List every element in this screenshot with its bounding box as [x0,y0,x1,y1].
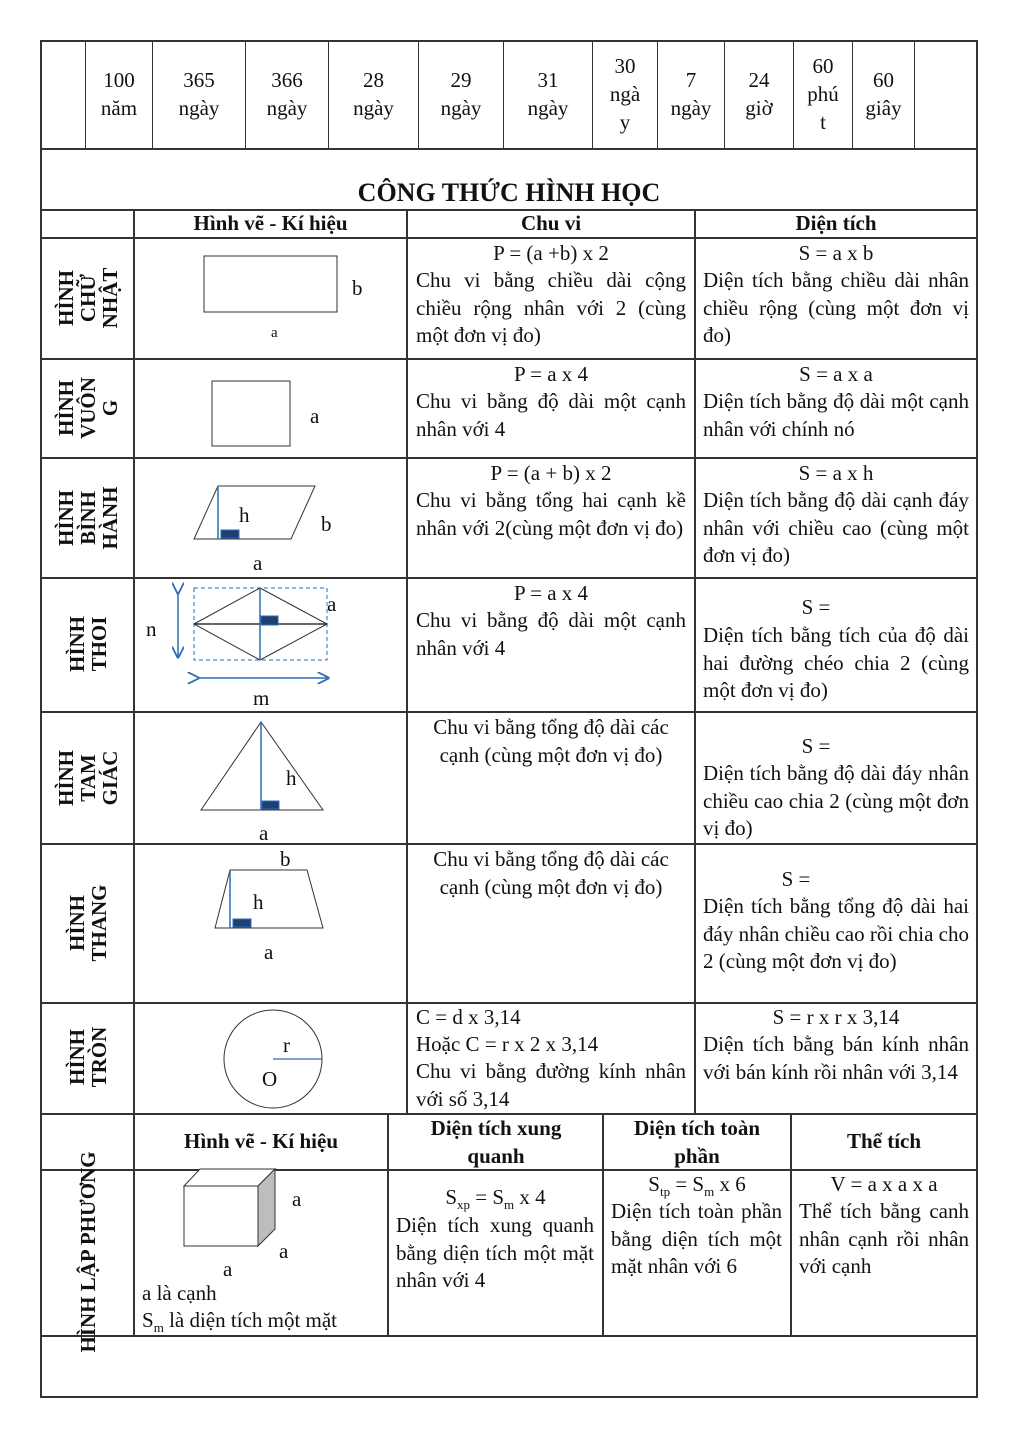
rhombus-perimeter-text: Chu vi bằng độ dài một cạnh nhân với 4 [416,608,686,660]
rectangle-figure [203,255,343,315]
trapezoid-figure [213,868,333,933]
triangle-area-text: Diện tích bằng độ dài đáy nhân chiều cao chia 2 (cùng một đơn vị đo) [703,761,969,840]
square-label-a: a [310,404,320,428]
time-unit-6: 31 ngày [527,68,569,120]
trapezoid-area-formula: S = [781,867,811,891]
cube-label-a-1: a [292,1187,302,1211]
parallelogram-area-formula: S = a x h [798,461,874,485]
cube-total-formula: $S_{tp} = S_m$ x 6 [648,1172,746,1200]
circle-area-text: Diện tích bằng bán kính nhân với bán kính rồi nhân với 3,14 [703,1032,969,1084]
rhombus-label-a: a [327,592,337,616]
rhombus-area-text: Diện tích bằng tích của độ dài hai đường chéo chia 2 (cùng một đơn vị đo) [703,623,969,702]
square-area-formula: S = a x a [799,362,873,386]
circle-perimeter-text: Chu vi bằng đường kính nhân với số 3,14 [416,1059,686,1111]
square-perimeter-formula: P = a x 4 [513,362,589,386]
rhombus-label-m: m [253,686,270,710]
cube-volume-text: Thể tích bằng canh nhân cạnh rồi nhân với cạnh [799,1199,969,1278]
shape-name-square: HÌNH VUÔN G [54,377,122,439]
cube-note-edge: a là cạnh [142,1281,217,1305]
rhombus-area-formula: S = [801,595,831,619]
rectangle-area-formula: S = a x b [798,241,874,265]
time-unit-10: 60 phú t [807,54,839,134]
time-unit-1: 100 năm [100,68,138,120]
cube-lateral-text: Diện tích xung quanh bằng diện tích một mặt nhân với 4 [396,1213,594,1292]
cube-note-face: $S_m$ là diện tích một mặt [142,1308,338,1336]
time-unit-11: 60 giây [865,68,902,120]
cube-header-total: Diện tích toàn phần [634,1116,760,1168]
cube-figure [182,1166,282,1248]
time-unit-8: 7 ngày [670,68,712,120]
time-unit-4: 28 ngày [353,68,394,120]
parallelogram-label-a: a [253,551,263,575]
shape-name-circle: HÌNH TRÒN [65,1026,111,1088]
trapezoid-perimeter-text: Chu vi bằng tổng độ dài các cạnh (cùng một đơn vị đo) [433,847,669,899]
parallelogram-label-b: b [321,512,332,536]
rectangle-perimeter-text: Chu vi bằng chiều dài cộng chiều rộng nhân với 2 (cùng một đơn vị đo) [416,268,686,347]
circle-area-formula: S = r x r x 3,14 [772,1005,900,1029]
cube-header-lateral: Diện tích xung quanh [430,1116,562,1168]
cube-label-a-2: a [279,1239,289,1263]
cube-volume-formula: V = a x a x a [830,1172,938,1196]
trapezoid-label-a: a [264,940,274,964]
time-unit-5: 29 ngày [440,68,482,120]
triangle-perimeter-text: Chu vi bằng tổng độ dài các cạnh (cùng một đơn vị đo) [433,715,669,767]
trapezoid-area-text: Diện tích bằng tổng độ dài hai đáy nhân chiều cao rồi chia cho 2 (cùng một đơn vị đo) [703,894,969,973]
triangle-figure [199,720,329,815]
time-unit-3: 366 ngày [266,68,308,120]
square-area-text: Diện tích bằng độ dài một cạnh nhân với chính nó [703,389,969,441]
parallelogram-area-text: Diện tích bằng độ dài cạnh đáy nhân với chiều cao (cùng một đơn vị đo) [703,488,969,567]
header-perimeter: Chu vi [520,211,582,235]
shape-name-rectangle: HÌNH CHỮ NHẬT [54,267,122,329]
rhombus-perimeter-formula: P = a x 4 [513,581,589,605]
circle-perimeter-formula: C = d x 3,14 [416,1005,521,1029]
time-unit-9: 24 giờ [745,68,773,120]
shape-name-trapezoid: HÌNH THANG [65,884,111,962]
cube-lateral-formula: $S_{xp} = S_m$ x 4 [445,1185,546,1213]
shape-name-triangle: HÌNH TAM GIÁC [54,749,122,807]
header-figure: Hình vẽ - Kí hiệu [193,211,348,235]
circle-perimeter-formula-2: Hoặc C = r x 2 x 3,14 [416,1032,599,1056]
square-figure [211,380,293,448]
circle-label-o: O [262,1067,278,1091]
triangle-area-formula: S = [801,734,831,758]
parallelogram-perimeter-text: Chu vi bằng tổng hai cạnh kề nhân với 2(cùng một đơn vị đo) [416,488,686,540]
rectangle-label-b: b [352,276,363,300]
shape-name-rhombus: HÌNH THOI [65,615,111,673]
triangle-label-h: h [286,766,297,790]
cube-label-a-3: a [223,1257,233,1281]
rhombus-label-n: n [146,617,157,641]
parallelogram-figure [193,484,323,544]
rectangle-area-text: Diện tích bằng chiều dài nhân chiều rộng (cùng một đơn vị đo) [703,268,969,347]
header-area: Diện tích [795,211,877,235]
shape-name-cube: HÌNH LẬP PHƯƠNG [76,1151,100,1353]
rectangle-perimeter-formula: P = (a +b) x 2 [493,241,609,265]
square-perimeter-text: Chu vi bằng độ dài một cạnh nhân với 4 [416,389,686,441]
circle-figure [222,1008,326,1112]
time-unit-7: 30 ngà y [609,54,641,134]
cube-header-volume: Thể tích [846,1129,922,1153]
parallelogram-label-h: h [239,503,250,527]
trapezoid-label-b: b [280,847,291,871]
rectangle-label-a: a [271,325,278,341]
trapezoid-label-h: h [253,890,264,914]
cube-total-text: Diện tích toàn phần bằng diện tích một mặt nhân với 6 [611,1199,782,1278]
triangle-label-a: a [259,821,269,845]
shape-name-parallelogram: HÌNH BÌNH HÀNH [54,486,122,550]
time-unit-2: 365 ngày [178,68,220,120]
rhombus-figure [168,585,338,695]
parallelogram-perimeter-formula: P = (a + b) x 2 [490,461,612,485]
page-title: CÔNG THỨC HÌNH HỌC [357,178,661,207]
circle-label-r: r [283,1033,290,1057]
cube-header-figure: Hình vẽ - Kí hiệu [183,1129,339,1153]
